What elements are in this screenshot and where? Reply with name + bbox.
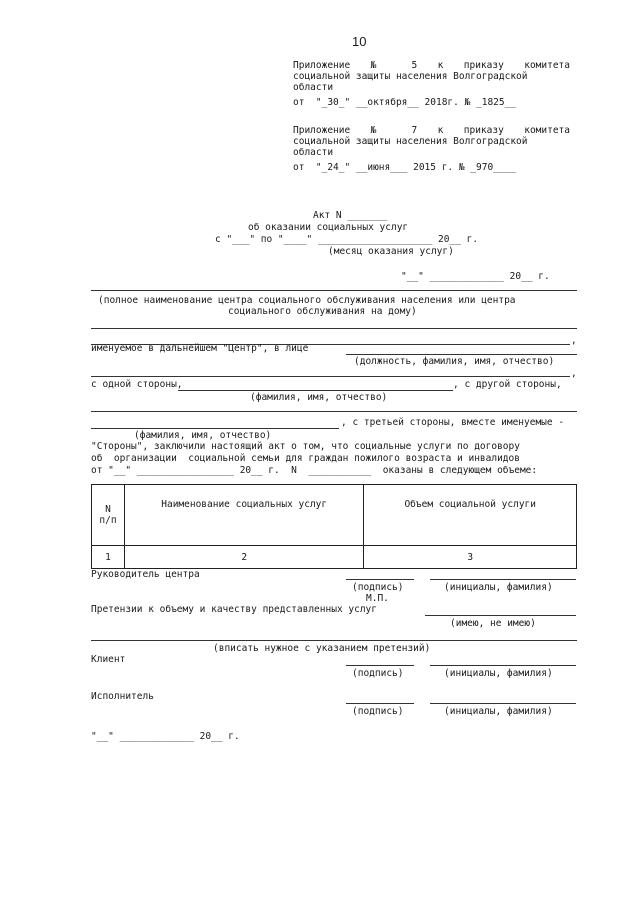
claims-note: (вписать нужное с указанием претензий) [213,643,431,654]
center-name-line [91,290,577,291]
act-date: "__" _____________ 20__ г. [401,271,550,282]
paragraph-line-1: "Стороны", заключили настоящий акт о том, что социальные услуги по договору [91,441,520,452]
fio-hint-third: (фамилия, имя, отчество) [134,430,272,441]
initials-line [430,579,576,580]
third-side-label: , с третьей стороны, вместе именуемые - [341,417,565,428]
sign-hint: (подпись) [352,706,404,717]
named-as-label: именуемое в дальнейшем "Центр", в лице [91,343,309,354]
initials-hint: (инициалы, фамилия) [444,582,553,593]
client-label: Клиент [91,654,126,665]
act-title: Акт N _______ [313,210,388,221]
services-table [91,484,577,569]
act-period-hint: (месяц оказания услуг) [328,246,454,257]
executor-label: Исполнитель [91,691,154,702]
col-number-2: 2 [124,546,364,569]
act-subtitle: об оказании социальных услуг [248,222,409,233]
appendix1-line3: области [293,82,334,93]
initials-hint: (инициалы, фамилия) [444,706,553,717]
initials-line [430,665,576,666]
claims-hint: (имею, не имею) [450,618,536,629]
fio-hint: (фамилия, имя, отчество) [250,392,388,403]
blank-line [91,328,577,329]
appendix2-line3: области [293,147,334,158]
claims-line [425,615,576,616]
appendix1-line4: от "_30_" __октября__ 2018г. № _1825__ [293,97,517,108]
one-side-label: с одной стороны, [91,379,183,390]
claims-detail-line [91,640,577,641]
fio-line-third [91,428,339,429]
other-side-label: , с другой стороны, [453,379,562,390]
header-service-name: Наименование социальных услуг [124,485,364,546]
center-hint-2: социального обслуживания на дому) [228,306,417,317]
appendix2-line4: от "_24_" __июня___ 2015 г. № _970____ [293,162,517,173]
appendix2-line2: социальной защиты населения Волгоградской [293,136,528,147]
paragraph-line-3: от "__" _________________ 20__ г. N ___________ оказаны в следующем объеме: [91,465,538,476]
page-number: 10 [352,34,367,49]
appendix2-line1: Приложение № 7 к приказу комитета [293,125,570,136]
col-number-3: 3 [364,546,577,569]
stamp-place: М.П. [366,593,389,604]
center-hint-1: (полное наименование центра социального обслуживания населения или центра [98,295,516,306]
signature-line [346,703,414,704]
header-service-volume: Объем социальной услуги [364,485,577,546]
head-label: Руководитель центра [91,569,200,580]
position-hint: (должность, фамилия, имя, отчество) [354,356,555,367]
initials-hint: (инициалы, фамилия) [444,668,553,679]
blank-line [91,411,577,412]
representative-line [346,354,577,355]
comma: , [571,335,577,346]
final-date: "__" _____________ 20__ г. [91,731,240,742]
signature-line [346,665,414,666]
header-number: N п/п [92,485,125,546]
fio-line [178,390,453,391]
sign-hint: (подпись) [352,582,404,593]
signature-line [346,579,414,580]
claims-label: Претензии к объему и качеству представленных услуг [91,604,377,615]
blank-line [91,376,570,377]
col-number-1: 1 [92,546,125,569]
initials-line [430,703,576,704]
appendix1-line2: социальной защиты населения Волгоградской [293,71,528,82]
paragraph-line-2: об организации социальной семьи для граждан пожилого возраста и инвалидов [91,453,520,464]
sign-hint: (подпись) [352,668,404,679]
appendix1-line1: Приложение № 5 к приказу комитета [293,60,570,71]
act-period: с "___" по "____" ____________________ 20__ г. [215,234,479,245]
comma: , [571,368,577,379]
